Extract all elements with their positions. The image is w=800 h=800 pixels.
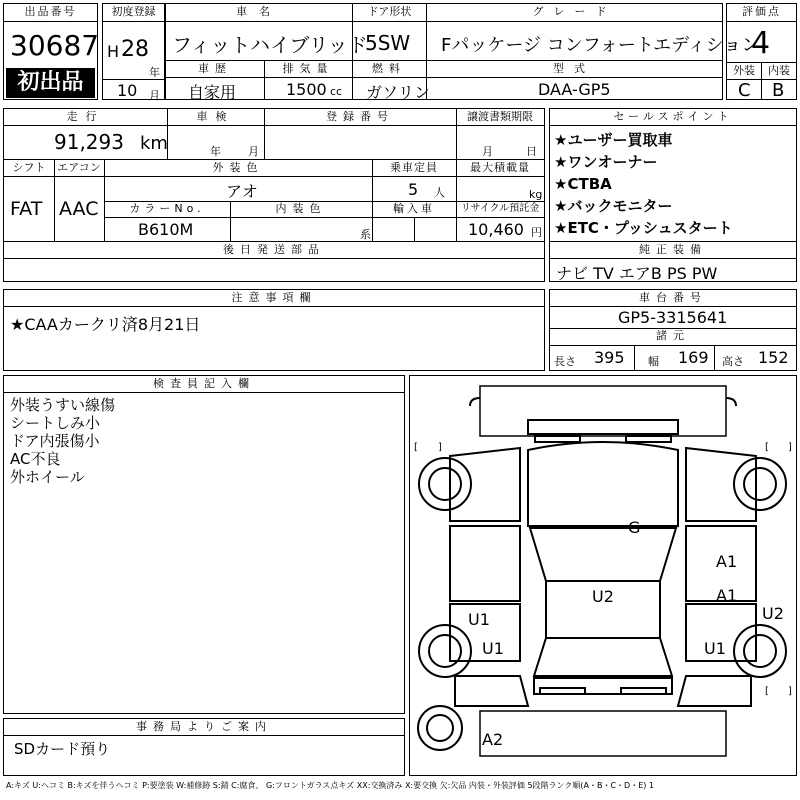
interior-score-header: 内装 bbox=[768, 64, 790, 77]
inspection-month-unit: 月 bbox=[248, 145, 259, 158]
genuine-equipment-box bbox=[549, 241, 797, 282]
height-label: 高さ bbox=[722, 355, 744, 368]
dimensions-header: 諸元 bbox=[656, 329, 690, 342]
width-label: 幅 bbox=[648, 355, 659, 368]
aircon: AAC bbox=[59, 198, 99, 220]
grade: Fパッケージ コンフォートエディション bbox=[441, 35, 760, 56]
year-unit: 年 bbox=[149, 66, 160, 79]
front-right-bracket-close: ] bbox=[788, 442, 792, 453]
exterior-score: C bbox=[738, 80, 751, 101]
length: 395 bbox=[594, 348, 625, 367]
inspector-note: シートしみ小 bbox=[10, 414, 101, 432]
selling-point: ★ユーザー買取車 bbox=[554, 131, 673, 149]
selling-points-box bbox=[549, 108, 797, 242]
model: DAA-GP5 bbox=[538, 80, 611, 99]
later-parts-header: 後日発送部品 bbox=[223, 243, 325, 256]
max-load-header: 最大積載量 bbox=[470, 161, 530, 174]
lot-number-header: 出品番号 bbox=[24, 5, 77, 18]
import-header: 輸入車 bbox=[393, 202, 435, 215]
mileage-header: 走行 bbox=[66, 110, 105, 123]
int-color-unit: 系 bbox=[360, 228, 371, 241]
inspection-header: 車検 bbox=[196, 110, 235, 123]
damage-mark-left-front-door: U1 bbox=[482, 639, 504, 658]
interior-score: B bbox=[772, 80, 785, 101]
damage-mark-right-front-door: A1 bbox=[716, 552, 738, 571]
month-unit: 月 bbox=[149, 89, 160, 102]
exterior-score-header: 外装 bbox=[733, 64, 755, 77]
inspector-note: 外ホイール bbox=[10, 468, 85, 486]
legend: A:キズ U:ヘコミ B:キズを伴うヘコミ P:要塗装 W:補修跡 S:錆 C:腐食、 G:フロントガラス点キズ XX:交換済み X:要交換 欠:欠品 内装・外装評価 5段階ランク順(A・B・C・D・E) 1 bbox=[6, 781, 655, 790]
reg-no-header: 登録番号 bbox=[326, 110, 394, 123]
office-notes-text: SDカード預り bbox=[14, 740, 111, 758]
inspector-note: ドア内張傷小 bbox=[10, 432, 100, 450]
width: 169 bbox=[678, 348, 709, 367]
chassis-box bbox=[549, 289, 797, 371]
displacement: 1500 bbox=[286, 80, 327, 99]
mileage-unit: km bbox=[140, 133, 168, 154]
color-no-header: カラーNo. bbox=[129, 202, 205, 215]
notes-box bbox=[3, 289, 545, 371]
transfer-docs-header: 譲渡書類期限 bbox=[467, 110, 533, 123]
recycle-header: リサイクル預託金 bbox=[460, 203, 540, 214]
recycle-unit: 円 bbox=[531, 226, 542, 239]
notes-header: 注意事項欄 bbox=[231, 291, 317, 304]
car-name-header: 車名 bbox=[236, 5, 282, 18]
notes-text: ★CAAカークリ済8月21日 bbox=[10, 315, 201, 334]
registration-month: 10 bbox=[117, 81, 138, 100]
recycle-deposit: 10,460 bbox=[468, 220, 524, 239]
office-notes-box bbox=[3, 718, 405, 776]
history: 自家用 bbox=[188, 83, 237, 102]
ext-color: アオ bbox=[226, 182, 258, 201]
aircon-header: エアコン bbox=[57, 161, 101, 174]
later-parts-box bbox=[3, 241, 545, 282]
front-left-bracket-close: ] bbox=[438, 442, 442, 453]
grade-header: グレード bbox=[532, 5, 617, 18]
selling-points-header: セールスポイント bbox=[613, 110, 733, 123]
inspector-note: AC不良 bbox=[10, 450, 61, 468]
score: 4 bbox=[751, 26, 771, 61]
inspector-notes-list bbox=[10, 396, 115, 486]
damage-mark-right-rear-door: A1 bbox=[716, 586, 738, 605]
capacity-unit: 人 bbox=[434, 186, 445, 199]
shift-header: シフト bbox=[12, 161, 46, 174]
damage-mark-roof: U2 bbox=[592, 587, 614, 606]
era: H bbox=[107, 42, 120, 61]
shift: FAT bbox=[10, 198, 43, 220]
first-registration-cell bbox=[102, 3, 165, 100]
color-no: B610M bbox=[138, 220, 194, 239]
door-type-header: ドア形状 bbox=[367, 5, 412, 18]
damage-mark-right-rear-fender: U1 bbox=[704, 639, 726, 658]
lot-number: 30687 bbox=[10, 29, 100, 62]
equipment-row bbox=[3, 159, 545, 242]
car-name: フィットハイブリッド bbox=[172, 33, 368, 57]
mileage: 91,293 bbox=[54, 130, 124, 154]
load-unit: kg bbox=[529, 188, 543, 201]
lot-number-cell bbox=[3, 3, 98, 100]
car-damage-diagram bbox=[409, 375, 797, 776]
inspector-note: 外装うすい線傷 bbox=[10, 396, 116, 414]
selling-points-list bbox=[554, 129, 733, 239]
door-type: 5SW bbox=[365, 31, 411, 55]
damage-mark-hood: G bbox=[628, 518, 641, 537]
score-cell bbox=[726, 3, 797, 100]
capacity: 5 bbox=[408, 180, 419, 199]
first-listing-badge: 初出品 bbox=[6, 68, 95, 98]
vehicle-spec-row bbox=[165, 60, 723, 100]
selling-point: ★CTBA bbox=[554, 175, 612, 193]
front-right-bracket: [ bbox=[765, 442, 769, 453]
fuel: ガソリン bbox=[366, 83, 431, 102]
displacement-unit: cc bbox=[330, 85, 343, 98]
rear-right-bracket: [ bbox=[765, 686, 769, 697]
genuine-equipment-header: 純正装備 bbox=[639, 243, 707, 256]
door-type-cell bbox=[352, 3, 427, 61]
damage-mark-rear-bumper: A2 bbox=[482, 730, 504, 749]
car-outline-diagram bbox=[410, 376, 796, 775]
front-left-bracket: [ bbox=[414, 442, 418, 453]
rear-right-bracket-close: ] bbox=[788, 686, 792, 697]
chassis-no: GP5-3315641 bbox=[618, 308, 728, 327]
mileage-row bbox=[3, 108, 545, 160]
capacity-header: 乗車定員 bbox=[390, 161, 438, 174]
selling-point: ★ETC・プッシュスタート bbox=[554, 219, 733, 237]
inspector-notes-header: 検査員記入欄 bbox=[153, 377, 255, 390]
grade-cell bbox=[426, 3, 760, 61]
transfer-month-unit: 月 bbox=[482, 145, 493, 158]
int-color-header: 内装色 bbox=[275, 202, 327, 215]
history-header: 車歴 bbox=[198, 62, 232, 75]
damage-mark-left-rear-door: U1 bbox=[468, 610, 490, 629]
genuine-equipment: ナビ TV エアB PS PW bbox=[556, 264, 718, 283]
fuel-header: 燃料 bbox=[372, 62, 406, 75]
damage-mark-left-rear-fender: U2 bbox=[762, 604, 784, 623]
ext-color-header: 外装色 bbox=[212, 161, 264, 174]
registration-year: 28 bbox=[121, 37, 149, 62]
inspection-year-unit: 年 bbox=[210, 145, 221, 158]
chassis-no-header: 車台番号 bbox=[639, 291, 707, 304]
selling-point: ★バックモニター bbox=[554, 197, 673, 215]
inspector-notes-box bbox=[3, 375, 405, 714]
height: 152 bbox=[758, 348, 789, 367]
car-name-cell bbox=[165, 3, 368, 61]
first-registration-header: 初度登録 bbox=[111, 5, 156, 18]
office-notes-header: 事務局よりご案内 bbox=[136, 720, 272, 733]
length-label: 長さ bbox=[554, 355, 576, 368]
displacement-header: 排気量 bbox=[282, 62, 334, 75]
selling-point: ★ワンオーナー bbox=[554, 153, 658, 171]
transfer-day-unit: 日 bbox=[526, 145, 537, 158]
model-header: 型式 bbox=[553, 62, 595, 75]
score-header: 評価点 bbox=[742, 5, 781, 18]
